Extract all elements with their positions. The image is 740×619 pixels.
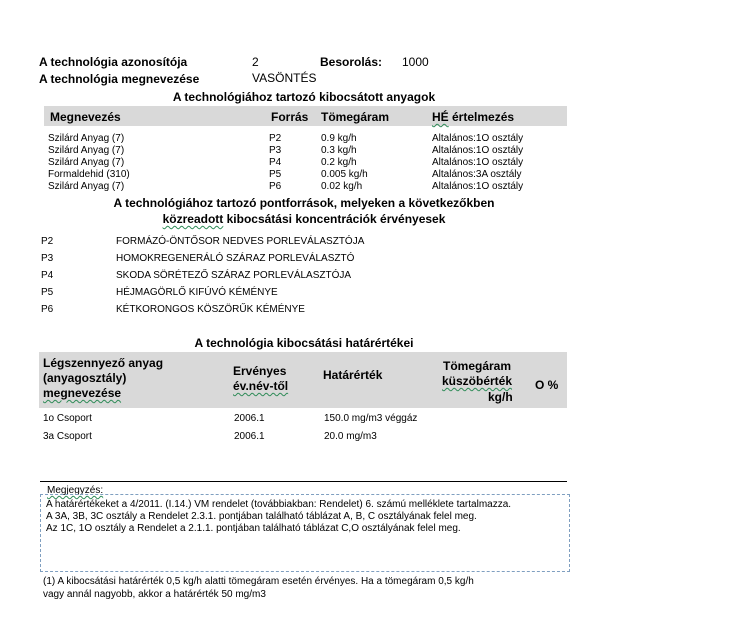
technology-id-label: A technológia azonosítója (39, 55, 188, 69)
notes-separator (40, 481, 567, 482)
substance-meaning: Altalános:1O osztály (432, 157, 524, 168)
technology-name-label: A technológia megnevezése (39, 72, 200, 86)
col-header-he-meaning (432, 110, 514, 124)
substance-mass: 0.9 kg/h (321, 133, 357, 144)
he-abbrev: HÉ (432, 110, 449, 124)
col-header-o2: O % (535, 378, 559, 392)
col-header-threshold-1: Tömegáram (443, 359, 512, 373)
col-header-valid-2 (233, 379, 288, 393)
classification-label: Besorolás: (320, 55, 383, 69)
substance-source: P5 (269, 169, 282, 180)
col-header-source: Forrás (271, 110, 309, 124)
point-source-code: P5 (41, 287, 54, 298)
col-header-threshold-3: kg/h (488, 390, 513, 404)
substance-source: P3 (269, 145, 282, 156)
note-line-3: Az 1C, 1O osztály a Rendelet a 2.1.1. pontjában található táblázat C,O osztályának felel meg. (46, 523, 461, 534)
limit-valid-from: 2006.1 (234, 431, 265, 442)
col-header-pollutant-1: Légszennyező anyag (43, 356, 164, 370)
col-header-name: Megnevezés (50, 110, 121, 124)
note-line-2: A 3A, 3B, 3C osztály a Rendelet 2.3.1. pontjában található táblázat A, B, C osztályának felel meg. (46, 511, 477, 522)
title-line2-rest: kibocsátási koncentrációk érvényesek (223, 212, 446, 226)
col-header-pollutant-2: (anyagosztály) (43, 371, 127, 385)
point-sources-title-line1: A technológiához tartozó pontforrások, melyeken a következőkben (113, 196, 495, 210)
point-source-code: P3 (41, 253, 54, 264)
limit-value: 150.0 mg/m3 véggáz (324, 413, 418, 424)
col-header-pollutant-3 (43, 386, 121, 400)
footnote-line-2: vagy annál nagyobb, akkor a határérték 50 mg/m3 (43, 589, 266, 600)
substance-meaning: Altalános:1O osztály (432, 181, 524, 192)
substance-source: P4 (269, 157, 282, 168)
col-header-valid-1: Ervényes (233, 364, 287, 378)
substance-meaning: Altalános:1O osztály (432, 133, 524, 144)
point-source-description: FORMÁZÓ-ÖNTŐSOR NEDVES PORLEVÁLASZTÓJA (116, 236, 365, 247)
he-suffix: értelmezés (448, 110, 515, 124)
substance-mass: 0.2 kg/h (321, 157, 357, 168)
point-source-code: P2 (41, 236, 54, 247)
point-source-code: P6 (41, 304, 54, 315)
substance-name: Szilárd Anyag (7) (48, 145, 125, 156)
limit-value: 20.0 mg/m3 (324, 431, 377, 442)
substance-name: Szilárd Anyag (7) (48, 181, 125, 192)
substance-source: P2 (269, 133, 282, 144)
substance-name: Szilárd Anyag (7) (48, 157, 125, 168)
substance-source: P6 (269, 181, 282, 192)
substance-mass: 0.02 kg/h (321, 181, 363, 192)
technology-name-value: VASÖNTÉS (252, 71, 317, 85)
substance-meaning: Altalános:3A osztály (432, 169, 522, 180)
limit-pollutant-name: 1o Csoport (43, 413, 92, 424)
notes-heading-text: Megjegyzés: (47, 485, 104, 496)
classification-value: 1000 (402, 55, 429, 69)
technology-id-value: 2 (252, 55, 259, 69)
substance-mass: 0.005 kg/h (321, 169, 368, 180)
threshold-word: küszöbérték (442, 374, 513, 388)
substances-title: A technológiához tartozó kibocsátott anyagok (172, 90, 436, 104)
point-source-description: SKODA SÖRÉTEZŐ SZÁRAZ PORLEVÁLASZTÓJA (116, 270, 352, 281)
point-source-description: HOMOKREGENERÁLÓ SZÁRAZ PORLEVÁLASZTÓ (116, 253, 355, 264)
limits-title: A technológia kibocsátási határértékei (194, 336, 414, 350)
valid-from-word: év.név-től (233, 379, 289, 393)
point-sources-title-line2 (44, 212, 564, 226)
col-header-threshold-2 (442, 374, 512, 388)
col-header-limit: Határérték (323, 368, 383, 382)
substance-meaning: Altalános:1O osztály (432, 145, 524, 156)
point-source-description: HÉJMAGÖRLŐ KIFÚVÓ KÉMÉNYE (116, 287, 278, 298)
limit-pollutant-name: 3a Csoport (43, 431, 92, 442)
point-source-description: KÉTKORONGOS KÖSZÖRŰK KÉMÉNYE (116, 304, 305, 315)
point-source-code: P4 (41, 270, 54, 281)
col-header-mass: Tömegáram (321, 110, 390, 124)
pollutant-naming-word: megnevezése (43, 386, 122, 400)
footnote-line-1: (1) A kibocsátási határérték 0,5 kg/h alatti tömegáram esetén érvényes. Ha a tömegáram 0,5 kg/h (43, 576, 474, 587)
substance-name: Szilárd Anyag (7) (48, 133, 125, 144)
substance-mass: 0.3 kg/h (321, 145, 357, 156)
note-line-1: A határértékeket a 4/2011. (I.14.) VM rendelet (továbbiakban: Rendelet) 6. számú melléklete tartalmazza. (46, 499, 512, 510)
published-word: közreadott (162, 212, 224, 226)
limit-valid-from: 2006.1 (234, 413, 265, 424)
substance-name: Formaldehid (310) (48, 169, 130, 180)
